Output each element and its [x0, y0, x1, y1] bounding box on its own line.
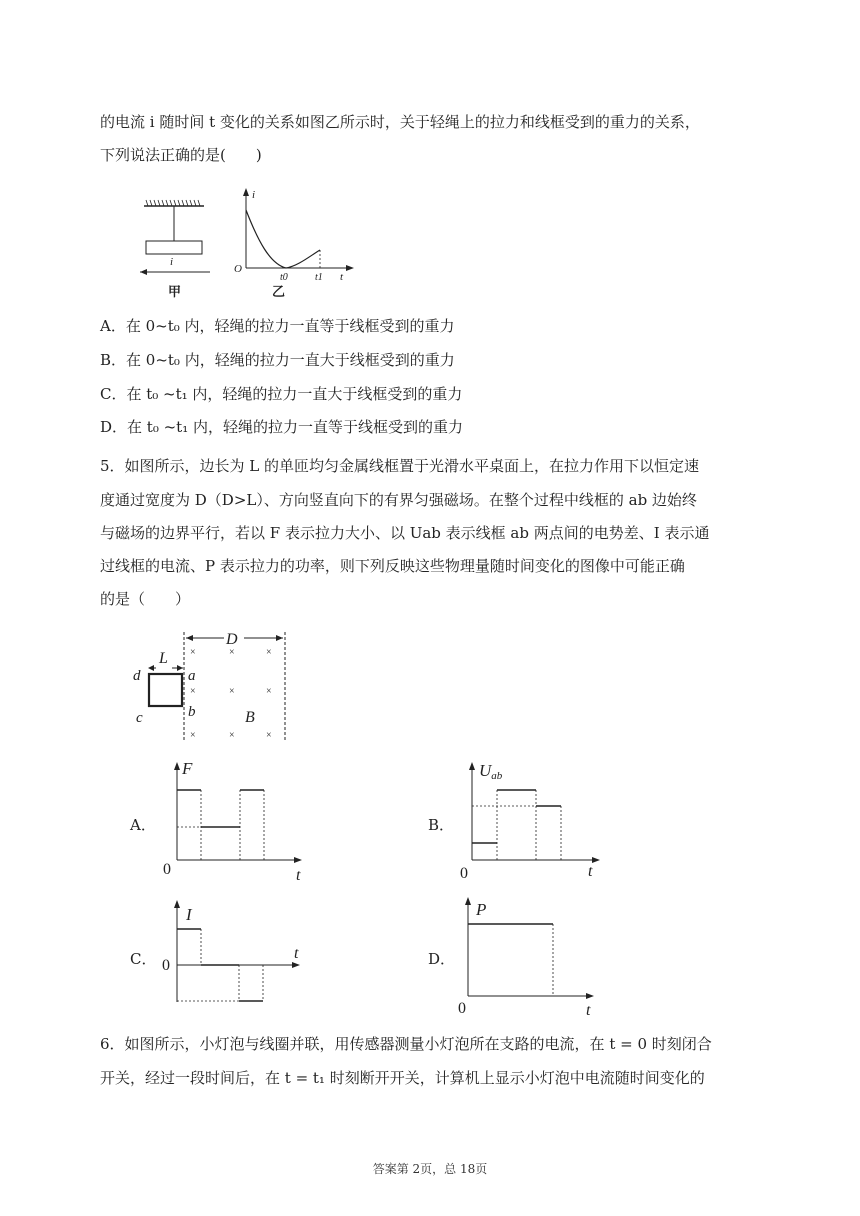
svg-text:×: × — [229, 730, 235, 741]
graph-b — [458, 760, 608, 885]
q5-label-a: a — [188, 668, 196, 684]
q5-label-b: b — [188, 704, 196, 720]
q5-stem-line4: 过线框的电流、P 表示拉力的功率，则下列反映这些物理量随时间变化的图像中可能正确 — [100, 557, 685, 575]
graph-a — [160, 760, 310, 885]
fig-yi-caption: 乙 — [272, 284, 286, 299]
q4-stem-line1: 的电流 i 随时间 t 变化的关系如图乙所示时，关于轻绳上的拉力和线框受到的重力的关系， — [100, 113, 700, 131]
q5-stem-line3: 与磁场的边界平行，若以 F 表示拉力大小、以 Uab 表示线框 ab 两点间的电势差、I 表示通 — [100, 524, 710, 542]
q4-stem-line2: 下列说法正确的是( ) — [100, 146, 262, 164]
graph-a-yaxis: F — [182, 759, 193, 778]
graph-d-yaxis: P — [476, 900, 487, 919]
graph-b-yaxis — [479, 761, 503, 782]
graph-c-origin: 0 — [162, 957, 170, 974]
svg-text:×: × — [266, 647, 272, 658]
graph-b-origin: 0 — [460, 865, 468, 882]
graph-b-option-label: B． — [428, 816, 455, 834]
q5-field-figure — [128, 628, 293, 748]
q5-stem-line1: 5．如图所示，边长为 L 的单匝均匀金属线框置于光滑水平桌面上，在拉力作用下以恒定速 — [100, 457, 700, 475]
graph-d-origin: 0 — [458, 1000, 466, 1017]
figure-jia — [130, 198, 220, 303]
q4-option-c: C．在 t₀ ~t₁ 内，轻绳的拉力一直大于线框受到的重力 — [100, 385, 463, 403]
graph-b-xaxis: t — [588, 863, 593, 880]
svg-text:×: × — [190, 686, 196, 697]
graph-c-xaxis: t — [294, 945, 299, 962]
graph-d-option-label: D． — [428, 950, 456, 968]
graph-a-xaxis: t — [296, 867, 301, 884]
fig-yi-origin: O — [234, 263, 242, 275]
q4-option-b: B．在 0~t₀ 内，轻绳的拉力一直大于线框受到的重力 — [100, 351, 455, 369]
graph-a-option-label: A． — [130, 816, 156, 834]
figure-yi — [228, 186, 358, 306]
q5-stem-line5: 的是（ ） — [100, 590, 191, 608]
graph-d — [458, 895, 608, 1020]
svg-text:×: × — [229, 686, 235, 697]
q6-stem-line1: 6．如图所示，小灯泡与线圈并联，用传感器测量小灯泡所在支路的电流，在 t = 0 时刻闭合 — [100, 1035, 712, 1053]
fig-yi-xaxis: t — [340, 271, 344, 283]
fig-yi-t1: t1 — [315, 272, 323, 283]
graph-c-option-label: C． — [130, 950, 157, 968]
q5-stem-line2: 度通过宽度为 D（D>L）、方向竖直向下的有界匀强磁场。在整个过程中线框的 ab 边始终 — [100, 491, 697, 509]
page-footer: 答案第 2页，总 18页 — [372, 1162, 488, 1176]
graph-a-origin: 0 — [163, 861, 171, 878]
q5-label-d: d — [133, 668, 141, 684]
q4-option-a: A．在 0~t₀ 内，轻绳的拉力一直等于线框受到的重力 — [100, 317, 455, 335]
svg-text:×: × — [190, 647, 196, 658]
graph-d-xaxis: t — [586, 1002, 591, 1019]
fig-yi-yaxis: i — [252, 189, 256, 201]
svg-text:×: × — [229, 647, 235, 658]
graph-b-yaxis-main: U — [479, 761, 492, 780]
fig-jia-caption: 甲 — [168, 284, 182, 299]
graph-b-yaxis-sub: ab — [491, 770, 503, 782]
q5-label-D: D — [226, 631, 238, 648]
q4-option-d: D．在 t₀ ~t₁ 内，轻绳的拉力一直等于线框受到的重力 — [100, 418, 463, 436]
fig-jia-current-label: i — [170, 256, 174, 268]
graph-c — [160, 898, 310, 1008]
svg-text:×: × — [266, 686, 272, 697]
q5-label-c: c — [136, 710, 143, 726]
graph-c-yaxis: I — [186, 905, 192, 924]
q5-label-L: L — [159, 650, 168, 667]
q6-stem-line2: 开关，经过一段时间后，在 t = t₁ 时刻断开开关，计算机上显示小灯泡中电流随时间变化的 — [100, 1069, 705, 1087]
svg-text:×: × — [266, 730, 272, 741]
fig-yi-t0: t0 — [280, 272, 288, 283]
q5-label-B: B — [245, 709, 255, 726]
svg-text:×: × — [190, 730, 196, 741]
